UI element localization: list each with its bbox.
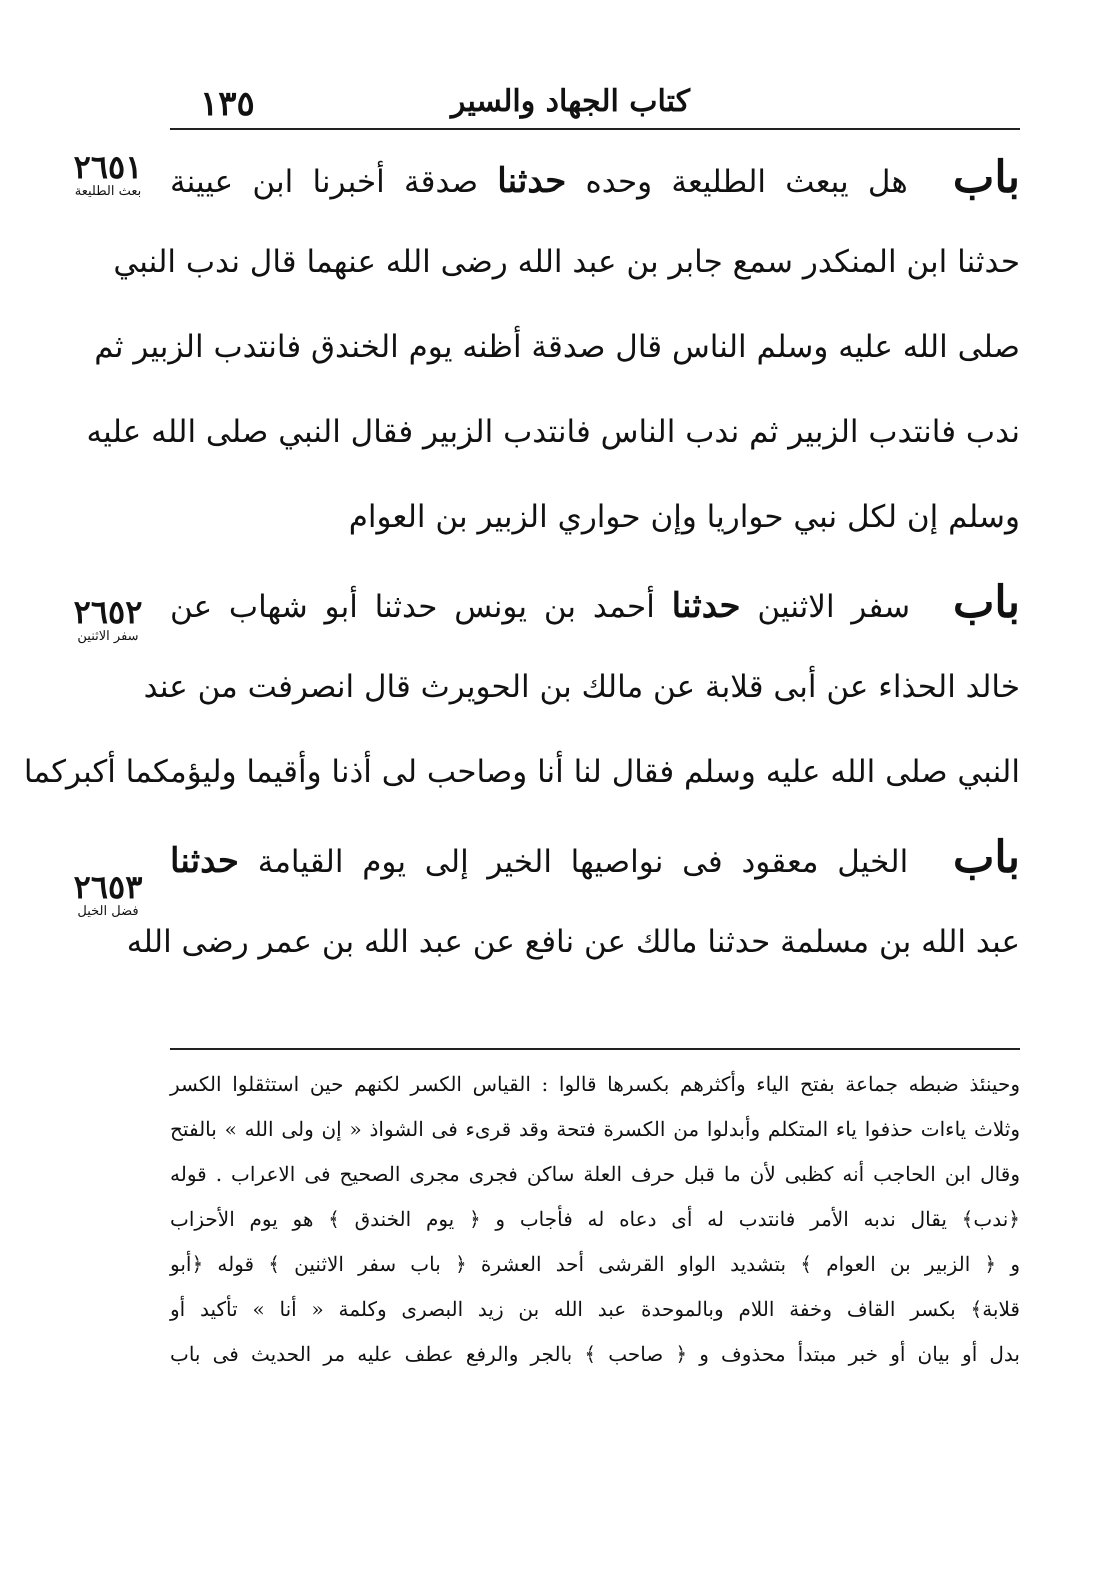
footnotes xyxy=(170,1062,1020,1377)
book-title: كتاب الجهاد والسير xyxy=(450,84,690,119)
bab-heading: باب xyxy=(952,832,1021,883)
text-line: عبد الله بن مسلمة حدثنا مالك عن نافع عن عبد الله بن عمر رضى الله xyxy=(126,924,1020,960)
text-line: حدثنا ابن المنكدر سمع جابر بن عبد الله رضى الله عنهما قال ندب النبي xyxy=(113,244,1020,280)
margin-ref-2652 xyxy=(58,595,158,645)
chapter-label: بعث الطليعة xyxy=(74,184,142,199)
haddathana-marker: حدثنا xyxy=(497,161,567,201)
chapter-title: هل يبعث الطليعة وحده xyxy=(585,164,908,200)
chapter-title: الخيل معقود فى نواصيها الخير إلى يوم القيامة xyxy=(257,844,909,880)
chapter-label: فضل الخيل xyxy=(77,904,139,919)
chapter-title: سفر الاثنين xyxy=(757,589,911,625)
haddathana-marker: حدثنا xyxy=(671,586,741,626)
bab-heading: باب xyxy=(952,152,1020,203)
text-line: صلى الله عليه وسلم الناس قال صدقة أظنه يوم الخندق فانتدب الزبير ثم xyxy=(94,329,1020,365)
footnote-line: ﴿ندب﴾ يقال ندبه الأمر فانتدب له أى دعاه له فأجاب و ﴿ يوم الخندق ﴾ هو يوم الأحزاب xyxy=(170,1207,1020,1231)
bab-heading: باب xyxy=(952,577,1021,628)
haddathana-marker: حدثنا xyxy=(170,841,239,881)
text-line: النبي صلى الله عليه وسلم فقال لنا أنا وصاحب لى أذنا وأقيما وليؤمكما أكبركما xyxy=(23,754,1020,790)
text-segment: أحمد بن يونس حدثنا أبو شهاب عن xyxy=(170,589,655,625)
footnote-line: قلابة﴾ بكسر القاف وخفة اللام وبالموحدة عبد الله بن زيد البصرى وكلمة « أنا » تأكيد أو xyxy=(170,1297,1020,1321)
footnote-line: وثلاث ياءات حذفوا ياء المتكلم وأبدلوا من الكسرة فتحة وقد قرىء فى الشواذ « إن ولى الله » بالفتح xyxy=(170,1117,1020,1141)
footnote-line: وحينئذ ضبطه جماعة بفتح الياء وأكثرهم بكسرها قالوا : القياس الكسر لكنهم حين استثقلوا الكسر xyxy=(170,1072,1020,1096)
text-line: ندب فانتدب الزبير ثم ندب الناس فانتدب الزبير فقال النبي صلى الله عليه xyxy=(86,414,1020,450)
text-line xyxy=(170,815,1020,900)
footnote-rule xyxy=(170,1048,1020,1050)
text-line: خالد الحذاء عن أبى قلابة عن مالك بن الحويرث قال انصرفت من عند xyxy=(143,669,1020,705)
margin-ref-2651 xyxy=(58,150,158,200)
hadith-number: ٢٦٥٢ xyxy=(73,593,143,631)
running-head xyxy=(170,78,1020,124)
footnote-line: وقال ابن الحاجب أنه كظبى لأن ما قبل حرف العلة ساكن فجرى مجرى الصحيح فى الاعراب . قوله xyxy=(170,1162,1020,1186)
hadith-number: ٢٦٥٣ xyxy=(73,868,143,906)
footnote-line: و ﴿ الزبير بن العوام ﴾ بتشديد الواو القرشى أحد العشرة ﴿ باب سفر الاثنين ﴾ قوله ﴿أبو xyxy=(170,1252,1020,1276)
page-number: ١٣٥ xyxy=(200,84,255,124)
chapter-label: سفر الاثنين xyxy=(77,629,139,644)
header-rule xyxy=(170,128,1020,130)
text-line xyxy=(170,135,1020,220)
footnote-line: بدل أو بيان أو خبر مبتدأ محذوف و ﴿ صاحب ﴾ بالجر والرفع عطف عليه مر الحديث فى باب xyxy=(170,1342,1020,1366)
text-line: وسلم إن لكل نبي حواريا وإن حواري الزبير بن العوام xyxy=(348,499,1020,535)
hadith-number: ٢٦٥١ xyxy=(73,148,143,186)
text-line xyxy=(170,560,1020,645)
text-segment: صدقة أخبرنا ابن عيينة xyxy=(170,164,479,200)
